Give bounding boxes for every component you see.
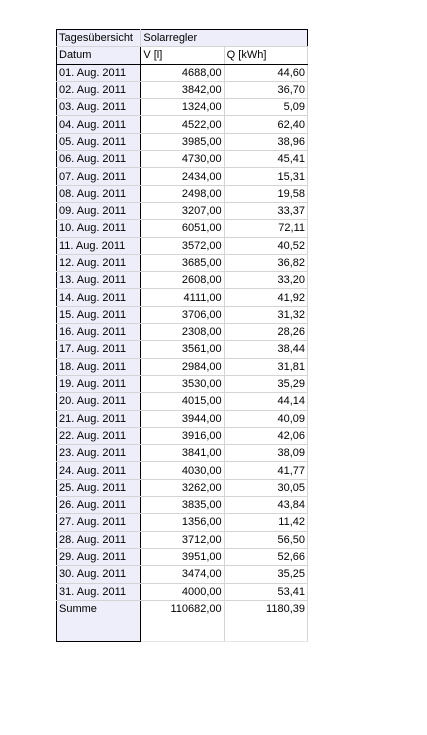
volume-cell[interactable]: 4522,00 xyxy=(141,116,224,133)
volume-cell[interactable]: 4111,00 xyxy=(141,289,224,306)
sheet-subtitle[interactable]: Solarregler xyxy=(141,30,308,47)
date-cell[interactable]: 24. Aug. 2011 xyxy=(57,462,141,479)
volume-cell[interactable]: 3985,00 xyxy=(141,133,224,150)
energy-cell[interactable]: 41,77 xyxy=(224,462,307,479)
date-cell[interactable]: 03. Aug. 2011 xyxy=(57,99,141,116)
energy-cell[interactable]: 15,31 xyxy=(224,168,307,185)
date-cell[interactable]: 11. Aug. 2011 xyxy=(57,237,141,254)
energy-cell[interactable]: 19,58 xyxy=(224,185,307,202)
summary-label[interactable]: Summe xyxy=(57,600,141,641)
table-row xyxy=(57,427,308,444)
volume-cell[interactable]: 3685,00 xyxy=(141,254,224,271)
date-cell[interactable]: 26. Aug. 2011 xyxy=(57,497,141,514)
date-cell[interactable]: 08. Aug. 2011 xyxy=(57,185,141,202)
table-row xyxy=(57,531,308,548)
date-cell[interactable]: 05. Aug. 2011 xyxy=(57,133,141,150)
date-cell[interactable]: 31. Aug. 2011 xyxy=(57,583,141,600)
table-body xyxy=(57,30,308,642)
volume-cell[interactable]: 3561,00 xyxy=(141,341,224,358)
summary-energy[interactable]: 1180,39 xyxy=(224,600,307,641)
table-row xyxy=(57,514,308,531)
volume-cell[interactable]: 3835,00 xyxy=(141,497,224,514)
energy-cell[interactable]: 53,41 xyxy=(224,583,307,600)
date-cell[interactable]: 13. Aug. 2011 xyxy=(57,272,141,289)
volume-cell[interactable]: 3841,00 xyxy=(141,445,224,462)
energy-cell[interactable]: 11,42 xyxy=(224,514,307,531)
energy-cell[interactable]: 28,26 xyxy=(224,324,307,341)
energy-cell[interactable]: 72,11 xyxy=(224,220,307,237)
energy-cell[interactable]: 33,20 xyxy=(224,272,307,289)
table-row xyxy=(57,324,308,341)
table-row xyxy=(57,133,308,150)
volume-cell[interactable]: 4730,00 xyxy=(141,151,224,168)
energy-cell[interactable]: 33,37 xyxy=(224,202,307,219)
date-cell[interactable]: 17. Aug. 2011 xyxy=(57,341,141,358)
energy-cell[interactable]: 56,50 xyxy=(224,531,307,548)
date-cell[interactable]: 28. Aug. 2011 xyxy=(57,531,141,548)
energy-cell[interactable]: 62,40 xyxy=(224,116,307,133)
table-row xyxy=(57,341,308,358)
energy-cell[interactable]: 31,32 xyxy=(224,306,307,323)
date-cell[interactable]: 15. Aug. 2011 xyxy=(57,306,141,323)
volume-cell[interactable]: 3916,00 xyxy=(141,427,224,444)
energy-cell[interactable]: 40,52 xyxy=(224,237,307,254)
date-cell[interactable]: 23. Aug. 2011 xyxy=(57,445,141,462)
energy-cell[interactable]: 44,60 xyxy=(224,64,307,81)
table-row xyxy=(57,462,308,479)
table-row xyxy=(57,151,308,168)
title-row xyxy=(57,30,308,47)
daily-overview-table xyxy=(56,29,308,642)
table-row xyxy=(57,479,308,496)
date-cell[interactable]: 01. Aug. 2011 xyxy=(57,64,141,81)
date-cell[interactable]: 30. Aug. 2011 xyxy=(57,566,141,583)
date-cell[interactable]: 25. Aug. 2011 xyxy=(57,479,141,496)
volume-cell[interactable]: 3951,00 xyxy=(141,548,224,565)
energy-cell[interactable]: 52,66 xyxy=(224,548,307,565)
volume-cell[interactable]: 2308,00 xyxy=(141,324,224,341)
volume-cell[interactable]: 1324,00 xyxy=(141,99,224,116)
volume-cell[interactable]: 4000,00 xyxy=(141,583,224,600)
table-row xyxy=(57,202,308,219)
summary-row xyxy=(57,600,308,641)
column-header-energy[interactable]: Q [kWh] xyxy=(224,47,307,64)
volume-cell[interactable]: 3712,00 xyxy=(141,531,224,548)
table-row xyxy=(57,497,308,514)
volume-cell[interactable]: 3207,00 xyxy=(141,202,224,219)
energy-cell[interactable]: 42,06 xyxy=(224,427,307,444)
summary-volume[interactable]: 110682,00 xyxy=(141,600,224,641)
date-cell[interactable]: 27. Aug. 2011 xyxy=(57,514,141,531)
date-cell[interactable]: 10. Aug. 2011 xyxy=(57,220,141,237)
volume-cell[interactable]: 2608,00 xyxy=(141,272,224,289)
energy-cell[interactable]: 31,81 xyxy=(224,358,307,375)
energy-cell[interactable]: 45,41 xyxy=(224,151,307,168)
table-row xyxy=(57,583,308,600)
volume-cell[interactable]: 1356,00 xyxy=(141,514,224,531)
table-row xyxy=(57,116,308,133)
table-row xyxy=(57,445,308,462)
date-cell[interactable]: 22. Aug. 2011 xyxy=(57,427,141,444)
date-cell[interactable]: 12. Aug. 2011 xyxy=(57,254,141,271)
date-cell[interactable]: 20. Aug. 2011 xyxy=(57,393,141,410)
volume-cell[interactable]: 3530,00 xyxy=(141,375,224,392)
volume-cell[interactable]: 2984,00 xyxy=(141,358,224,375)
table-row xyxy=(57,254,308,271)
volume-cell[interactable]: 4030,00 xyxy=(141,462,224,479)
volume-cell[interactable]: 2434,00 xyxy=(141,168,224,185)
energy-cell[interactable]: 36,82 xyxy=(224,254,307,271)
date-cell[interactable]: 09. Aug. 2011 xyxy=(57,202,141,219)
volume-cell[interactable]: 3842,00 xyxy=(141,81,224,98)
energy-cell[interactable]: 36,70 xyxy=(224,81,307,98)
date-cell[interactable]: 02. Aug. 2011 xyxy=(57,81,141,98)
table-row xyxy=(57,81,308,98)
energy-cell[interactable]: 38,96 xyxy=(224,133,307,150)
energy-cell[interactable]: 35,29 xyxy=(224,375,307,392)
energy-cell[interactable]: 44,14 xyxy=(224,393,307,410)
volume-cell[interactable]: 3572,00 xyxy=(141,237,224,254)
energy-cell[interactable]: 38,44 xyxy=(224,341,307,358)
table-row xyxy=(57,566,308,583)
date-cell[interactable]: 18. Aug. 2011 xyxy=(57,358,141,375)
table-row xyxy=(57,185,308,202)
volume-cell[interactable]: 6051,00 xyxy=(141,220,224,237)
energy-cell[interactable]: 5,09 xyxy=(224,99,307,116)
column-header-volume[interactable]: V [l] xyxy=(141,47,224,64)
volume-cell[interactable]: 3944,00 xyxy=(141,410,224,427)
table-row xyxy=(57,548,308,565)
table-row xyxy=(57,393,308,410)
table-row xyxy=(57,289,308,306)
date-cell[interactable]: 29. Aug. 2011 xyxy=(57,548,141,565)
volume-cell[interactable]: 3706,00 xyxy=(141,306,224,323)
date-cell[interactable]: 21. Aug. 2011 xyxy=(57,410,141,427)
table-row xyxy=(57,272,308,289)
volume-cell[interactable]: 2498,00 xyxy=(141,185,224,202)
energy-cell[interactable]: 30,05 xyxy=(224,479,307,496)
date-cell[interactable]: 16. Aug. 2011 xyxy=(57,324,141,341)
table-row xyxy=(57,168,308,185)
energy-cell[interactable]: 38,09 xyxy=(224,445,307,462)
volume-cell[interactable]: 3474,00 xyxy=(141,566,224,583)
sheet-title[interactable]: Tagesübersicht xyxy=(57,30,141,47)
column-header-row xyxy=(57,47,308,64)
date-cell[interactable]: 19. Aug. 2011 xyxy=(57,375,141,392)
date-cell[interactable]: 06. Aug. 2011 xyxy=(57,151,141,168)
date-cell[interactable]: 14. Aug. 2011 xyxy=(57,289,141,306)
date-cell[interactable]: 07. Aug. 2011 xyxy=(57,168,141,185)
energy-cell[interactable]: 35,25 xyxy=(224,566,307,583)
table-row xyxy=(57,237,308,254)
volume-cell[interactable]: 4688,00 xyxy=(141,64,224,81)
energy-cell[interactable]: 43,84 xyxy=(224,497,307,514)
table-row xyxy=(57,64,308,81)
energy-cell[interactable]: 40,09 xyxy=(224,410,307,427)
table-row xyxy=(57,220,308,237)
table-row xyxy=(57,358,308,375)
volume-cell[interactable]: 4015,00 xyxy=(141,393,224,410)
volume-cell[interactable]: 3262,00 xyxy=(141,479,224,496)
table-row xyxy=(57,375,308,392)
column-header-date[interactable]: Datum xyxy=(57,47,141,64)
table-row xyxy=(57,410,308,427)
table-row xyxy=(57,99,308,116)
energy-cell[interactable]: 41,92 xyxy=(224,289,307,306)
date-cell[interactable]: 04. Aug. 2011 xyxy=(57,116,141,133)
table-row xyxy=(57,306,308,323)
